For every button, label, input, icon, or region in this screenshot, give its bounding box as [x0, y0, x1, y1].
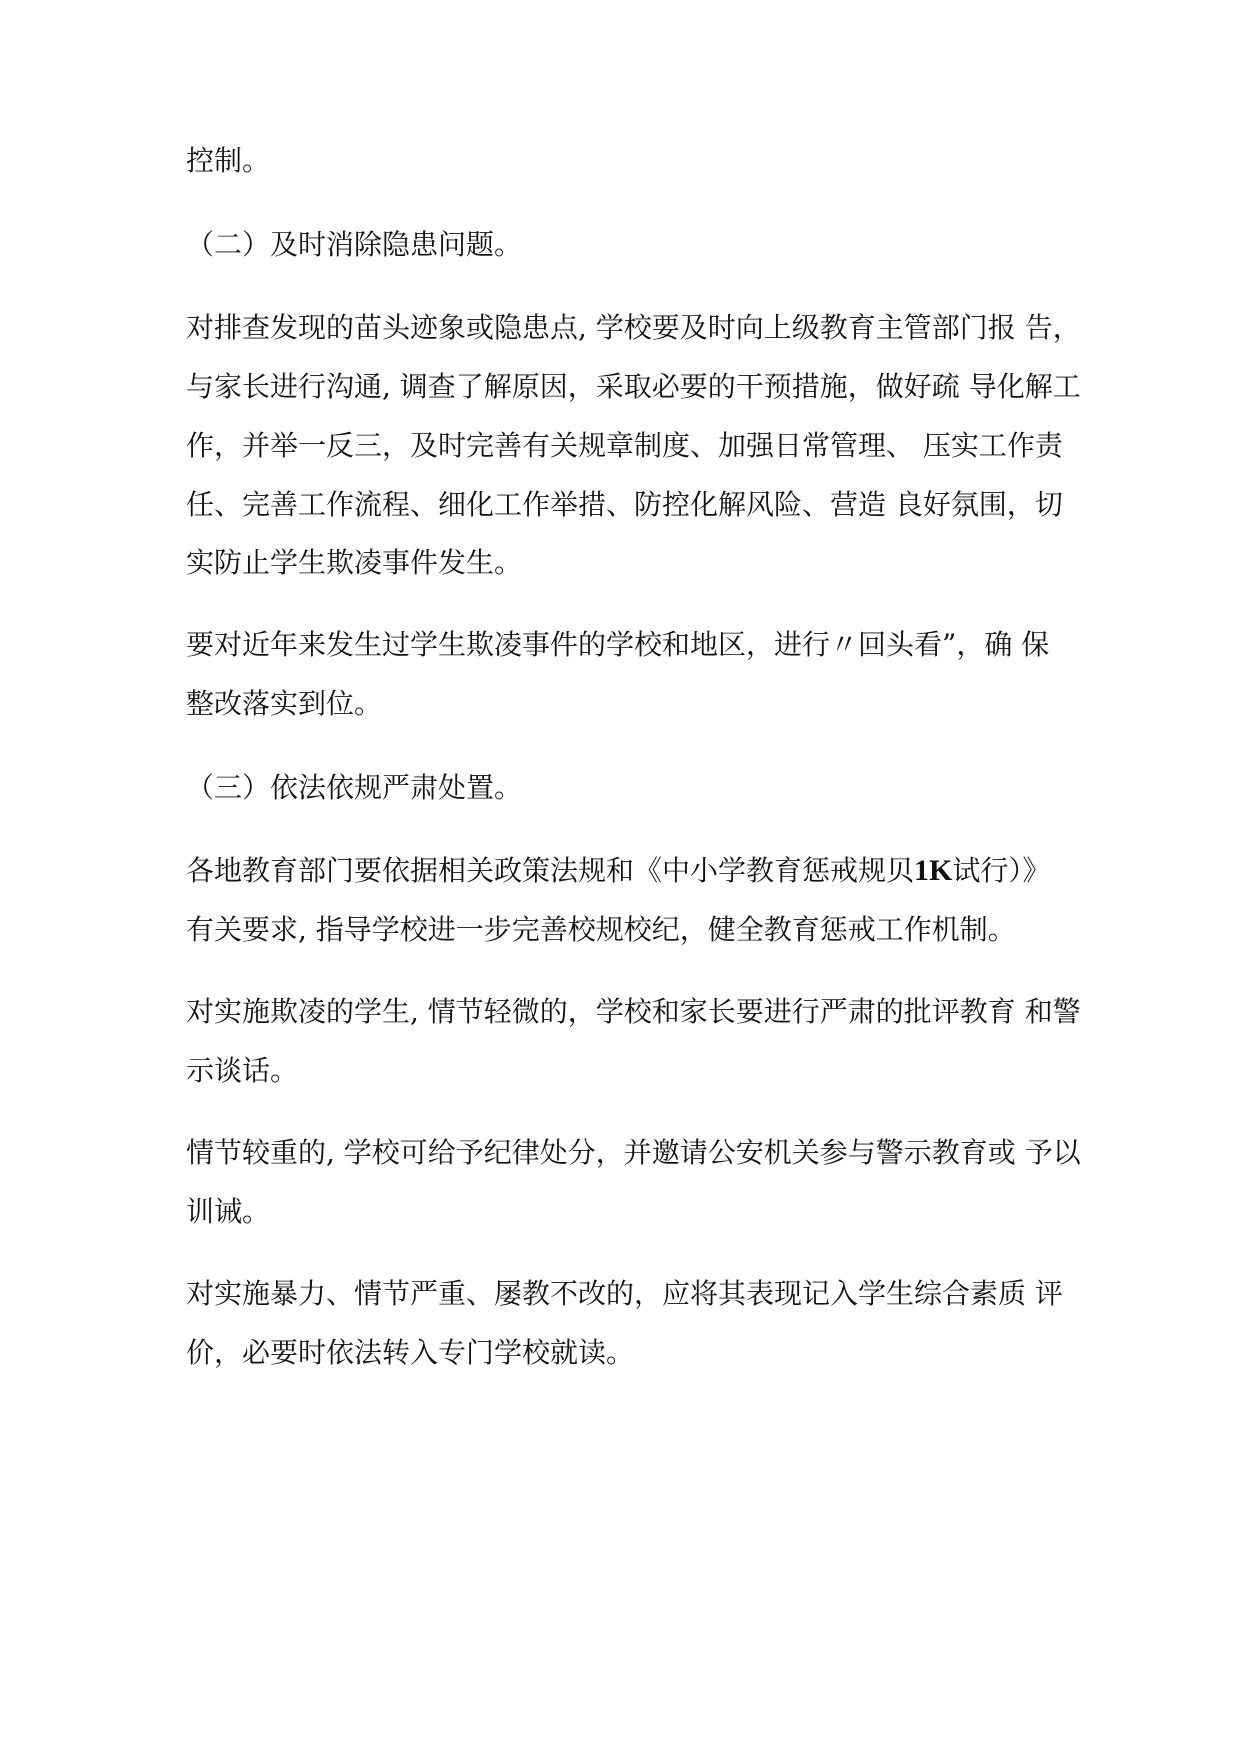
- text-line: 示谈话。: [186, 1054, 299, 1087]
- section-heading-2: （二）及时消除隐患问题。: [186, 228, 523, 261]
- text-line: 实防止学生欺凌事件发生。: [186, 546, 523, 579]
- text-segment: 各地教育部门要依据相关政策法规和《中小学教育惩戒规贝: [186, 854, 915, 887]
- text-line: 要对近年来发生过学生欺凌事件的学校和地区，进行〃回头看”，确 保: [186, 628, 1050, 661]
- bold-text: 1K: [914, 854, 953, 887]
- text-line: 任、完善工作流程、细化工作举措、防控化解风险、营造 良好氛围，切: [186, 488, 1063, 521]
- text-line: 对排查发现的苗头迹象或隐患点, 学校要及时向上级教育主管部门报 告，: [186, 311, 1081, 344]
- text-line: 与家长进行沟通, 调查了解原因，采取必要的干预措施，做好疏 导化解工: [186, 370, 1081, 403]
- text-segment: 试行）》: [952, 854, 1051, 887]
- text-line: 整改落实到位。: [186, 687, 383, 720]
- text-line: 价，必要时依法转入专门学校就读。: [186, 1336, 635, 1369]
- text-line: 控制。: [186, 144, 271, 177]
- text-line: [186, 851, 1066, 891]
- text-line: 对实施欺凌的学生, 情节轻微的，学校和家长要进行严肃的批评教育 和警: [186, 995, 1081, 1028]
- section-heading-3: （三）依法依规严肃处置。: [186, 771, 523, 804]
- text-line: 有关要求, 指导学校进一步完善校规校纪，健全教育惩戒工作机制。: [186, 913, 1016, 946]
- text-line: 训诫。: [186, 1195, 271, 1228]
- text-line: 情节较重的, 学校可给予纪律处分，并邀请公安机关参与警示教育或 予以: [186, 1136, 1081, 1169]
- text-line: 对实施暴力、情节严重、屡教不改的，应将其表现记入学生综合素质 评: [186, 1277, 1063, 1310]
- text-line: 作，并举一反三，及时完善有关规章制度、加强日常管理、 压实工作责: [186, 429, 1063, 462]
